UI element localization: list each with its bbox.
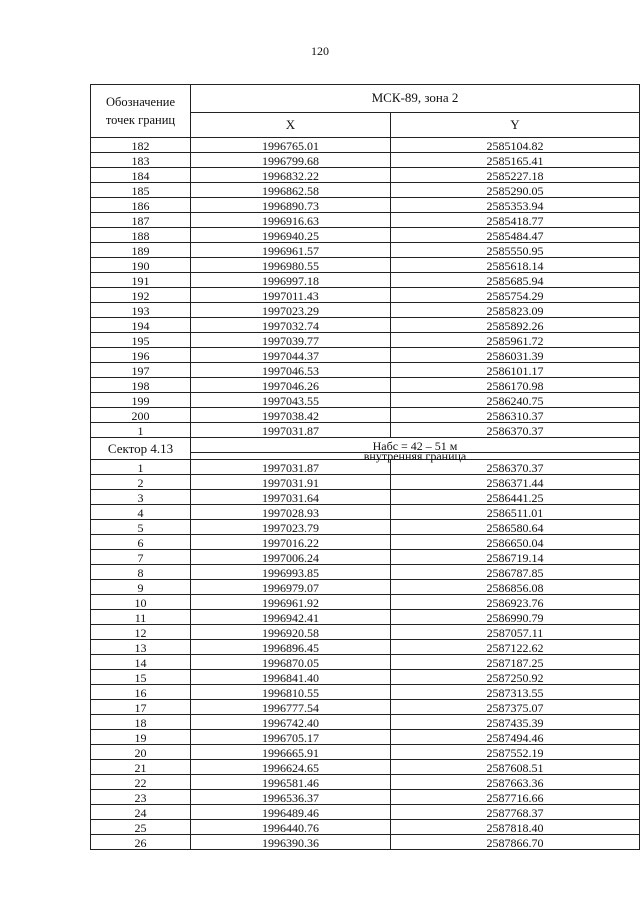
x-coordinate-cell: 1997039.77 (191, 333, 391, 348)
x-coordinate-cell: 1997023.29 (191, 303, 391, 318)
y-coordinate-cell: 2585227.18 (391, 168, 640, 183)
section-boundary-type: внутренняя граница (191, 453, 640, 460)
table-row (91, 580, 640, 595)
point-id-cell: 16 (91, 685, 191, 700)
x-coordinate-cell: 1997038.42 (191, 408, 391, 423)
section-title: Сектор 4.13 (91, 438, 191, 460)
coordinates-table-body (91, 85, 640, 850)
point-id-cell: 5 (91, 520, 191, 535)
table-row (91, 288, 640, 303)
point-id-cell: 12 (91, 625, 191, 640)
y-coordinate-cell: 2587818.40 (391, 820, 640, 835)
table-row (91, 685, 640, 700)
table-row (91, 805, 640, 820)
x-coordinate-cell: 1997031.87 (191, 423, 391, 438)
table-row (91, 198, 640, 213)
table-row (91, 835, 640, 850)
y-coordinate-cell: 2585823.09 (391, 303, 640, 318)
point-id-cell: 197 (91, 363, 191, 378)
y-coordinate-cell: 2585754.29 (391, 288, 640, 303)
table-row (91, 820, 640, 835)
x-coordinate-cell: 1996890.73 (191, 198, 391, 213)
x-coordinate-cell: 1997023.79 (191, 520, 391, 535)
y-coordinate-cell: 2585165.41 (391, 153, 640, 168)
x-coordinate-cell: 1996980.55 (191, 258, 391, 273)
x-coordinate-cell: 1997028.93 (191, 505, 391, 520)
x-coordinate-cell: 1996870.05 (191, 655, 391, 670)
x-coordinate-cell: 1997032.74 (191, 318, 391, 333)
point-id-cell: 185 (91, 183, 191, 198)
y-coordinate-cell: 2586170.98 (391, 378, 640, 393)
table-row (91, 258, 640, 273)
y-coordinate-cell: 2586370.37 (391, 423, 640, 438)
x-coordinate-cell: 1996581.46 (191, 775, 391, 790)
point-id-cell: 11 (91, 610, 191, 625)
y-coordinate-cell: 2586580.64 (391, 520, 640, 535)
table-row (91, 348, 640, 363)
y-coordinate-cell: 2587375.07 (391, 700, 640, 715)
table-row (91, 393, 640, 408)
x-coordinate-cell: 1996896.45 (191, 640, 391, 655)
point-id-cell: 4 (91, 505, 191, 520)
table-row (91, 168, 640, 183)
point-id-cell: 198 (91, 378, 191, 393)
point-id-cell: 20 (91, 745, 191, 760)
y-coordinate-cell: 2586511.01 (391, 505, 640, 520)
point-id-cell: 184 (91, 168, 191, 183)
x-coordinate-cell: 1996765.01 (191, 138, 391, 153)
x-coordinate-cell: 1997016.22 (191, 535, 391, 550)
table-row (91, 490, 640, 505)
y-coordinate-cell: 2585618.14 (391, 258, 640, 273)
x-coordinate-cell: 1996993.85 (191, 565, 391, 580)
y-coordinate-cell: 2586990.79 (391, 610, 640, 625)
y-coordinate-cell: 2587866.70 (391, 835, 640, 850)
y-coordinate-cell: 2585550.95 (391, 243, 640, 258)
coordinate-system-header: МСК-89, зона 2 (191, 85, 640, 113)
table-row (91, 303, 640, 318)
x-coordinate-cell: 1996940.25 (191, 228, 391, 243)
y-coordinate-cell: 2587313.55 (391, 685, 640, 700)
x-coordinate-cell: 1996536.37 (191, 790, 391, 805)
y-coordinate-cell: 2585685.94 (391, 273, 640, 288)
x-coordinate-cell: 1996799.68 (191, 153, 391, 168)
table-header-row (91, 85, 640, 113)
x-coordinate-cell: 1996961.57 (191, 243, 391, 258)
y-column-header: Y (391, 112, 640, 137)
point-id-cell: 15 (91, 670, 191, 685)
y-coordinate-cell: 2585290.05 (391, 183, 640, 198)
x-coordinate-cell: 1996862.58 (191, 183, 391, 198)
table-row (91, 715, 640, 730)
x-column-header: X (191, 112, 391, 137)
table-row (91, 550, 640, 565)
table-row (91, 213, 640, 228)
x-coordinate-cell: 1997031.64 (191, 490, 391, 505)
y-coordinate-cell: 2587663.36 (391, 775, 640, 790)
point-id-cell: 187 (91, 213, 191, 228)
y-coordinate-cell: 2586310.37 (391, 408, 640, 423)
point-id-cell: 21 (91, 760, 191, 775)
x-coordinate-cell: 1997043.55 (191, 393, 391, 408)
table-row (91, 505, 640, 520)
point-id-cell: 199 (91, 393, 191, 408)
point-id-cell: 1 (91, 460, 191, 475)
y-coordinate-cell: 2586031.39 (391, 348, 640, 363)
x-coordinate-cell: 1996777.54 (191, 700, 391, 715)
table-row (91, 655, 640, 670)
x-coordinate-cell: 1996390.36 (191, 835, 391, 850)
table-row (91, 640, 640, 655)
x-coordinate-cell: 1996440.76 (191, 820, 391, 835)
table-row (91, 378, 640, 393)
y-coordinate-cell: 2586441.25 (391, 490, 640, 505)
point-id-cell: 193 (91, 303, 191, 318)
x-coordinate-cell: 1996961.92 (191, 595, 391, 610)
y-coordinate-cell: 2587608.51 (391, 760, 640, 775)
x-coordinate-cell: 1996997.18 (191, 273, 391, 288)
y-coordinate-cell: 2586240.75 (391, 393, 640, 408)
x-coordinate-cell: 1996705.17 (191, 730, 391, 745)
table-row (91, 565, 640, 580)
table-row (91, 595, 640, 610)
point-id-cell: 19 (91, 730, 191, 745)
y-coordinate-cell: 2586101.17 (391, 363, 640, 378)
y-coordinate-cell: 2585892.26 (391, 318, 640, 333)
y-coordinate-cell: 2586650.04 (391, 535, 640, 550)
table-row (91, 408, 640, 423)
x-coordinate-cell: 1996841.40 (191, 670, 391, 685)
y-coordinate-cell: 2585418.77 (391, 213, 640, 228)
x-coordinate-cell: 1996665.91 (191, 745, 391, 760)
point-id-cell: 10 (91, 595, 191, 610)
table-row (91, 625, 640, 640)
table-row (91, 318, 640, 333)
table-row (91, 760, 640, 775)
table-row (91, 700, 640, 715)
y-coordinate-cell: 2586856.08 (391, 580, 640, 595)
point-id-cell: 1 (91, 423, 191, 438)
table-row (91, 153, 640, 168)
x-coordinate-cell: 1996624.65 (191, 760, 391, 775)
point-label-header: Обозначение точек границ (91, 85, 191, 138)
point-id-cell: 196 (91, 348, 191, 363)
x-coordinate-cell: 1997011.43 (191, 288, 391, 303)
point-id-cell: 2 (91, 475, 191, 490)
point-id-cell: 18 (91, 715, 191, 730)
coordinates-table (90, 84, 640, 850)
table-row (91, 423, 640, 438)
y-coordinate-cell: 2587057.11 (391, 625, 640, 640)
point-id-cell: 191 (91, 273, 191, 288)
point-id-cell: 9 (91, 580, 191, 595)
table-row (91, 610, 640, 625)
x-coordinate-cell: 1996942.41 (191, 610, 391, 625)
x-coordinate-cell: 1997031.87 (191, 460, 391, 475)
section-height-range: Набс = 42 – 51 м (191, 438, 640, 453)
point-id-cell: 192 (91, 288, 191, 303)
point-id-cell: 3 (91, 490, 191, 505)
point-id-cell: 200 (91, 408, 191, 423)
y-coordinate-cell: 2586371.44 (391, 475, 640, 490)
point-id-cell: 189 (91, 243, 191, 258)
x-coordinate-cell: 1996920.58 (191, 625, 391, 640)
table-row (91, 520, 640, 535)
x-coordinate-cell: 1997006.24 (191, 550, 391, 565)
table-row (91, 745, 640, 760)
x-coordinate-cell: 1996742.40 (191, 715, 391, 730)
y-coordinate-cell: 2585484.47 (391, 228, 640, 243)
table-row (91, 670, 640, 685)
x-coordinate-cell: 1996916.63 (191, 213, 391, 228)
table-row (91, 228, 640, 243)
x-coordinate-cell: 1997031.91 (191, 475, 391, 490)
point-id-cell: 7 (91, 550, 191, 565)
point-id-cell: 26 (91, 835, 191, 850)
table-row (91, 730, 640, 745)
point-id-cell: 6 (91, 535, 191, 550)
table-row (91, 363, 640, 378)
point-id-cell: 188 (91, 228, 191, 243)
x-coordinate-cell: 1996979.07 (191, 580, 391, 595)
table-row (91, 535, 640, 550)
x-coordinate-cell: 1996810.55 (191, 685, 391, 700)
table-row (91, 273, 640, 288)
point-id-cell: 195 (91, 333, 191, 348)
y-coordinate-cell: 2585961.72 (391, 333, 640, 348)
y-coordinate-cell: 2586719.14 (391, 550, 640, 565)
y-coordinate-cell: 2587716.66 (391, 790, 640, 805)
point-id-cell: 24 (91, 805, 191, 820)
y-coordinate-cell: 2587187.25 (391, 655, 640, 670)
table-row (91, 775, 640, 790)
y-coordinate-cell: 2585104.82 (391, 138, 640, 153)
point-id-cell: 25 (91, 820, 191, 835)
x-coordinate-cell: 1997044.37 (191, 348, 391, 363)
y-coordinate-cell: 2587768.37 (391, 805, 640, 820)
point-id-cell: 22 (91, 775, 191, 790)
point-id-cell: 13 (91, 640, 191, 655)
y-coordinate-cell: 2587494.46 (391, 730, 640, 745)
table-row (91, 333, 640, 348)
x-coordinate-cell: 1996832.22 (191, 168, 391, 183)
y-coordinate-cell: 2586787.85 (391, 565, 640, 580)
point-id-cell: 14 (91, 655, 191, 670)
y-coordinate-cell: 2585353.94 (391, 198, 640, 213)
table-row (91, 790, 640, 805)
y-coordinate-cell: 2586370.37 (391, 460, 640, 475)
point-id-cell: 190 (91, 258, 191, 273)
table-row (91, 475, 640, 490)
x-coordinate-cell: 1997046.53 (191, 363, 391, 378)
y-coordinate-cell: 2587122.62 (391, 640, 640, 655)
point-id-cell: 23 (91, 790, 191, 805)
point-id-cell: 194 (91, 318, 191, 333)
point-id-cell: 8 (91, 565, 191, 580)
page-number: 120 (311, 44, 329, 58)
y-coordinate-cell: 2586923.76 (391, 595, 640, 610)
point-id-cell: 17 (91, 700, 191, 715)
y-coordinate-cell: 2587250.92 (391, 670, 640, 685)
table-row (91, 243, 640, 258)
x-coordinate-cell: 1996489.46 (191, 805, 391, 820)
y-coordinate-cell: 2587435.39 (391, 715, 640, 730)
point-id-cell: 186 (91, 198, 191, 213)
table-row (91, 138, 640, 153)
table-row (91, 183, 640, 198)
point-id-cell: 183 (91, 153, 191, 168)
point-id-cell: 182 (91, 138, 191, 153)
y-coordinate-cell: 2587552.19 (391, 745, 640, 760)
x-coordinate-cell: 1997046.26 (191, 378, 391, 393)
